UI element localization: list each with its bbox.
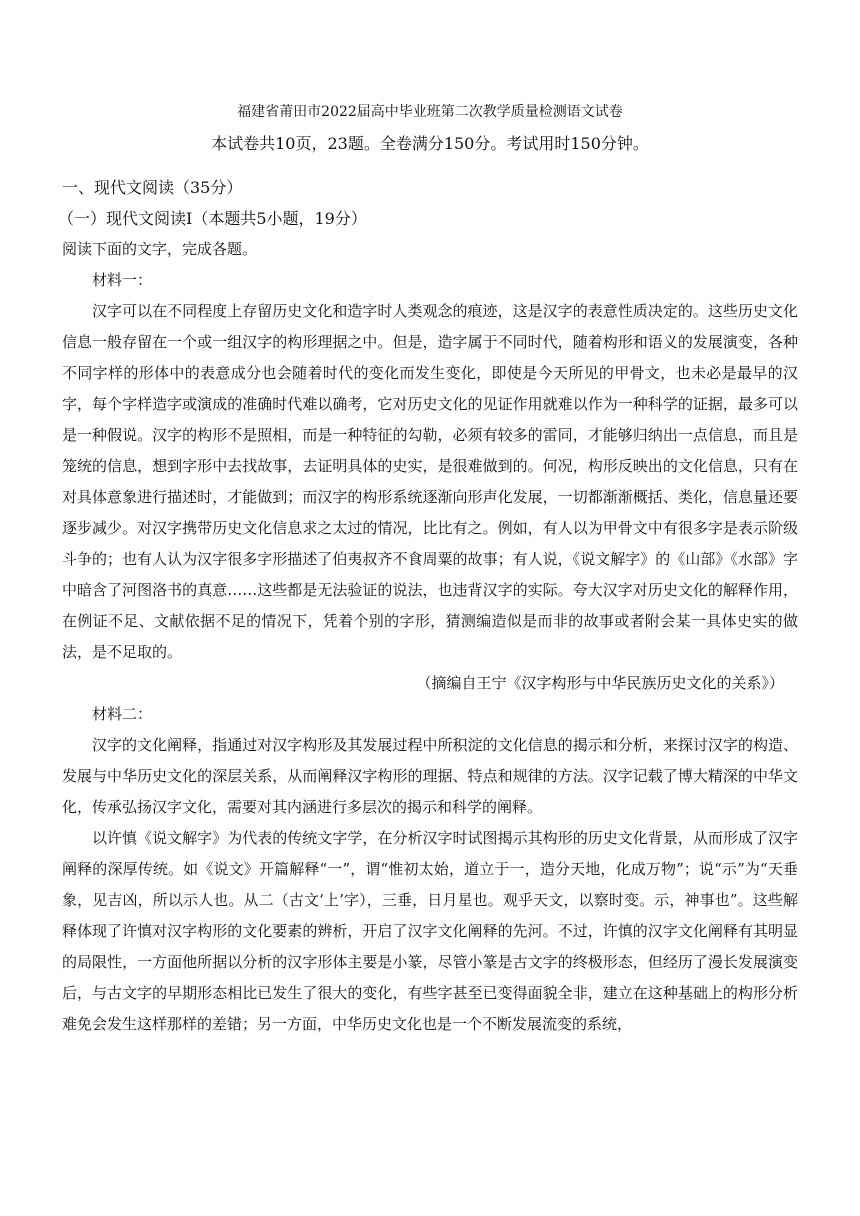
exam-subtitle: 本试卷共10页，23题。全卷满分150分。考试用时150分钟。	[211, 134, 649, 153]
section-heading: 一、现代文阅读（35分）	[62, 178, 243, 197]
material1-label: 材料一：	[92, 271, 153, 289]
material1-source: （摘编自王宁《汉字构形与中华民族历史文化的关系》）	[416, 674, 784, 692]
material2-paragraph-1: 汉字的文化阐释，指通过对汉字构形及其发展过程中所积淀的文化信息的揭示和分析，来探讨汉字的构造、发展与中华历史文化的深层关系，从而阐释汉字构形的理据、特点和规律的方法。汉字记载了博大精深的中华文化，传承弘扬汉字文化，需要对其内涵进行多层次的揭示和科学的阐释。	[62, 736, 798, 816]
subsection-heading: （一）现代文阅读Ⅰ（本题共5小题，19分）	[58, 209, 367, 228]
exam-content	[58, 172, 798, 1040]
material1-paragraph: 汉字可以在不同程度上存留历史文化和造字时人类观念的痕迹，这是汉字的表意性质决定的。这些历史文化信息一般存留在一个或一组汉字的构形理据之中。但是，造字属于不同时代，随着构形和语义的发展演变，各种不同字样的形体中的表意成分也会随着时代的变化而发生变化，即使是今天所见的甲骨文，也未必是最早的汉字，每个字样造字或演成的准确时代难以确考，它对历史文化的见证作用就难以作为一种科学的证据，最多可以是一种假说。汉字的构形不是照相，而是一种特征的勾勒，必须有较多的雷同，才能够归纳出一点信息，而且是笼统的信息，想到字形中去找故事，去证明具体的史实，是很难做到的。何况，构形反映出的文化信息，只有在对具体意象进行描述时，才能做到；而汉字的构形系统逐渐向形声化发展，一切都渐渐概括、类化，信息量还要逐步减少。对汉字携带历史文化信息求之太过的情况，比比有之。例如，有人以为甲骨文中有很多字是表示阶级斗争的；也有人认为汉字很多字形描述了伯夷叔齐不食周粟的故事；有人说，《说文解字》的《山部》《水部》字中暗含了河图洛书的真意……这些都是无法验证的说法，也违背汉字的实际。夸大汉字对历史文化的解释作用，在例证不足、文献依据不足的情况下，凭着个别的字形，猜测编造似是而非的故事或者附会某一具体史实的做法，是不足取的。	[62, 302, 798, 661]
exam-title: 福建省莆田市2022届高中毕业班第二次教学质量检测语文试卷	[237, 104, 623, 120]
material2-paragraph-2: 以许慎《说文解字》为代表的传统文字学，在分析汉字时试图揭示其构形的历史文化背景，从而形成了汉字阐释的深厚传统。如《说文》开篇解释“一”，谓“惟初太始，道立于一，造分天地，化成万物”；说“示”为“天垂象，见吉凶，所以示人也。从二（古文‘上’字），三垂，日月星也。观乎天文，以察时变。示，神事也”。这些解释体现了许慎对汉字构形的文化要素的辨析，开启了汉字文化阐释的先河。不过，许慎的汉字文化阐释有其明显的局限性，一方面他所据以分析的汉字形体主要是小篆，尽管小篆是古文字的终极形态，但经历了漫长发展演变后，与古文字的早期形态相比已发生了很大的变化，有些字甚至已变得面貌全非，建立在这种基础上的构形分析难免会发生这样那样的差错；另一方面，中华历史文化也是一个不断发展流变的系统，	[62, 829, 798, 1033]
material2-label: 材料二：	[92, 705, 153, 723]
reading-instruction: 阅读下面的文字，完成各题。	[62, 240, 258, 258]
